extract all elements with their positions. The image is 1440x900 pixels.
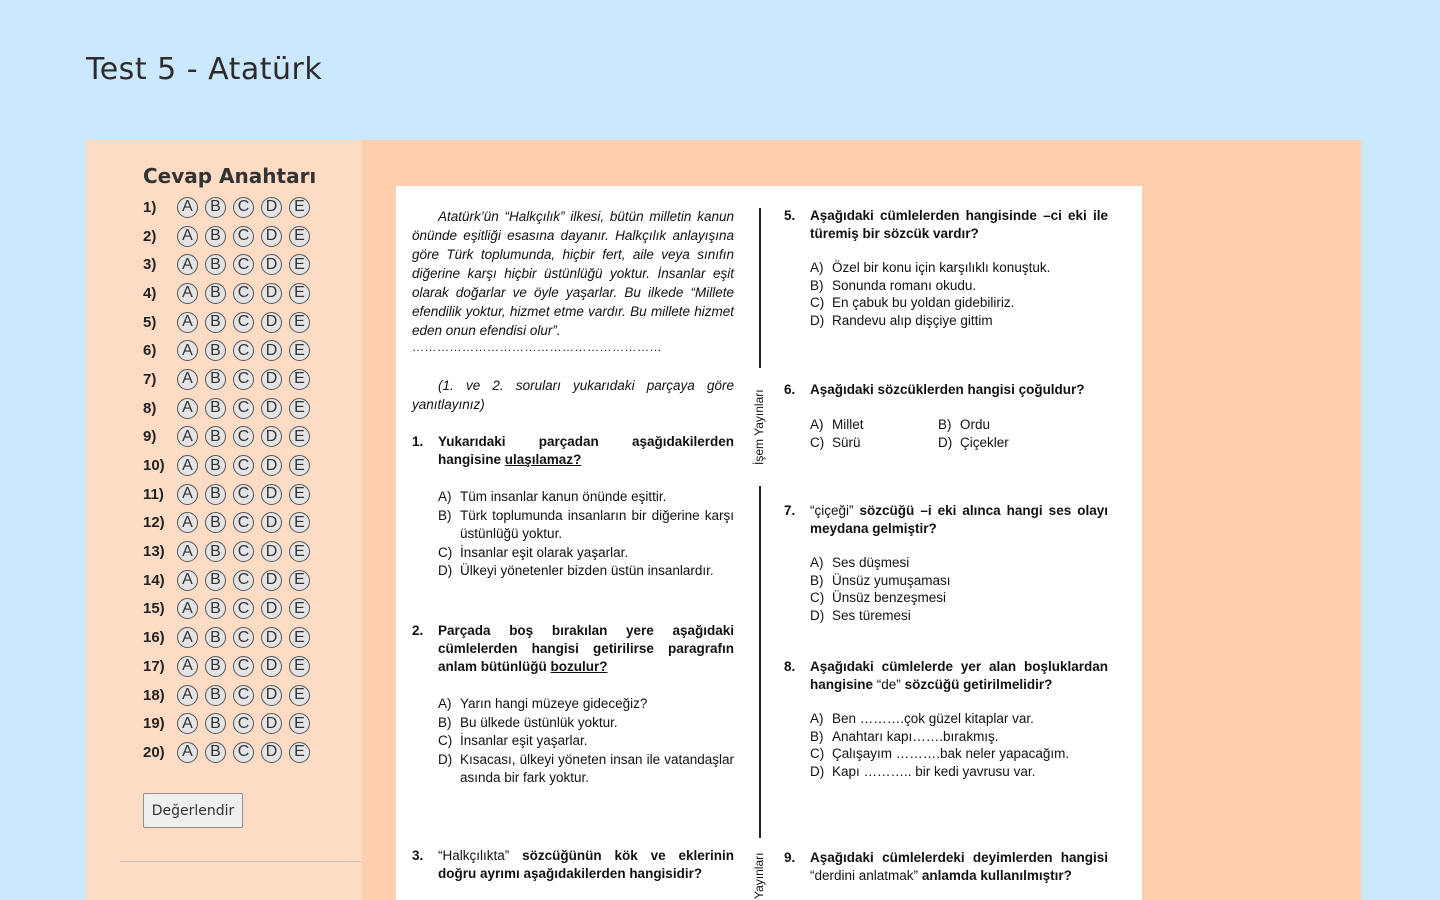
answer-option[interactable] <box>438 732 734 751</box>
answer-option[interactable] <box>438 562 734 581</box>
question-quote: “derdini anlatmak” <box>810 868 919 883</box>
question-number: 11) <box>143 485 164 503</box>
question-text: Aşağıdaki cümlelerden hangisinde –ci eki ile türemiş bir sözcük vardır? <box>810 208 1108 241</box>
question-text: Aşağıdaki cümlelerde yer alan boşluklardan hangisine <box>810 659 1108 692</box>
answer-bubble-d[interactable]: D <box>261 484 282 505</box>
option-letter: D) <box>438 751 453 767</box>
option-text: İnsanlar eşit olarak yaşarlar. <box>460 544 629 560</box>
answer-option[interactable] <box>938 416 1078 434</box>
question-9 <box>784 849 1108 885</box>
answer-bubble-b[interactable]: B <box>205 197 226 218</box>
answer-bubble-d[interactable]: D <box>261 598 282 619</box>
question-number: 3. <box>412 848 424 863</box>
question-number: 9. <box>784 850 796 865</box>
question-number: 9) <box>143 428 157 446</box>
question-8-options <box>784 710 1108 780</box>
option-text: Tüm insanlar kanun önünde eşittir. <box>460 489 667 504</box>
answer-bubble-c[interactable]: C <box>233 598 254 619</box>
question-number: 18) <box>143 686 165 704</box>
question-quote: “çiçeği” <box>810 503 854 518</box>
column-divider <box>759 208 761 368</box>
answer-bubble-a[interactable]: A <box>177 598 198 619</box>
option-letter: A) <box>438 489 452 504</box>
evaluate-button[interactable]: Değerlendir <box>143 793 243 828</box>
answer-bubble-a[interactable]: A <box>177 226 198 247</box>
question-number: 1) <box>143 198 157 216</box>
option-text: Yarın hangi müzeye gideceğiz? <box>460 696 648 711</box>
question-number: 8. <box>784 659 796 674</box>
option-text: Çalışayım ……….bak neler yapacağım. <box>832 746 1070 761</box>
answer-bubble-c[interactable]: C <box>233 541 254 562</box>
question-number: 3) <box>143 256 157 274</box>
answer-bubble-c[interactable]: C <box>233 512 254 533</box>
answer-bubble-e[interactable]: E <box>289 570 310 591</box>
option-letter: C) <box>438 733 453 748</box>
answer-bubble-d[interactable]: D <box>261 426 282 447</box>
answer-key-row <box>143 537 317 566</box>
option-text: Ordu <box>960 417 991 432</box>
answer-option[interactable] <box>438 488 734 507</box>
answer-bubble-e[interactable]: E <box>289 340 310 361</box>
answer-bubble-a[interactable]: A <box>177 512 198 533</box>
answer-key-rows <box>143 193 317 767</box>
question-number: 13) <box>143 543 165 561</box>
answer-option[interactable] <box>810 745 1108 763</box>
question-2 <box>412 622 734 788</box>
answer-bubble-e[interactable]: E <box>289 312 310 333</box>
answer-bubble-e[interactable]: E <box>289 426 310 447</box>
answer-key-row <box>143 652 317 681</box>
question-number: 7. <box>784 503 796 518</box>
answer-bubble-a[interactable]: A <box>177 656 198 677</box>
answer-bubble-d[interactable]: D <box>261 713 282 734</box>
question-1 <box>412 433 734 581</box>
answer-bubble-a[interactable]: A <box>177 283 198 304</box>
answer-bubble-a[interactable]: A <box>177 254 198 275</box>
passage-instruction: (1. ve 2. soruları yukarıdaki parçaya göre yanıtlayınız) <box>412 378 734 412</box>
option-text: Kapı ……….. bir kedi yavrusu var. <box>832 763 1036 779</box>
answer-bubble-d[interactable]: D <box>261 312 282 333</box>
option-text: Ses düşmesi <box>832 555 910 570</box>
answer-bubble-a[interactable]: A <box>177 685 198 706</box>
answer-key-title: Cevap Anahtarı <box>143 164 317 188</box>
answer-bubble-e[interactable]: E <box>289 742 310 763</box>
passage-text: Atatürk’ün “Halkçılık” ilkesi, bütün milletin kanun önünde eşitliği esasına dayanır. Halkçılık anlayışına göre Türk toplumunda, hiçbir fert, aile veya sınıfın diğerine karşı hiçbir üstünlüğü yoktur. İnsanlar eşit olarak doğarlar ve öyle yaşarlar. Bu ilkede “Millete efendilik yoktur, hizmet etme vardır. Bu millete hizmet eden onun efendisi olur”. <box>412 209 734 338</box>
option-letter: D) <box>810 607 825 623</box>
answer-bubble-d[interactable]: D <box>261 627 282 648</box>
answer-key-row <box>143 394 317 423</box>
answer-bubble-b[interactable]: B <box>205 254 226 275</box>
question-text: Parçada boş bırakılan yere aşağıdaki cümlelerden hangisi getirilirse paragrafın anlam bütünlüğü <box>438 623 734 674</box>
answer-bubble-a[interactable]: A <box>177 713 198 734</box>
option-letter: C) <box>438 544 453 560</box>
answer-bubble-d[interactable]: D <box>261 656 282 677</box>
question-quote: “de” <box>876 677 901 692</box>
option-letter: A) <box>810 555 824 570</box>
answer-bubble-b[interactable]: B <box>205 226 226 247</box>
answer-bubble-e[interactable]: E <box>289 541 310 562</box>
answer-key-row <box>143 308 317 337</box>
question-7-options <box>784 554 1108 624</box>
option-text: Türk toplumunda insanların bir diğerine karşı üstünlüğü yoktur. <box>460 507 734 541</box>
sidebar-divider <box>120 861 362 862</box>
passage-blank: …………………………………………………… <box>412 340 662 354</box>
answer-bubble-d[interactable]: D <box>261 742 282 763</box>
answer-bubble-d[interactable]: D <box>261 685 282 706</box>
answer-bubble-b[interactable]: B <box>205 455 226 476</box>
answer-bubble-d[interactable]: D <box>261 369 282 390</box>
question-2-options <box>412 695 734 788</box>
answer-bubble-c[interactable]: C <box>233 340 254 361</box>
answer-key-row <box>143 423 317 452</box>
option-letter: C) <box>810 746 825 761</box>
answer-option[interactable] <box>810 434 938 452</box>
answer-bubble-b[interactable]: B <box>205 656 226 677</box>
option-text: Sonunda romanı okudu. <box>832 277 977 293</box>
answer-key-row <box>143 681 317 710</box>
answer-bubble-d[interactable]: D <box>261 398 282 419</box>
answer-bubble-d[interactable]: D <box>261 512 282 533</box>
option-text: Kısacası, ülkeyi yöneten insan ile vatandaşlar asında bir fark yoktur. <box>460 751 734 785</box>
question-emphasis: ulaşılamaz? <box>504 452 582 467</box>
answer-bubble-a[interactable]: A <box>177 340 198 361</box>
option-letter: B) <box>438 714 452 730</box>
answer-bubble-e[interactable]: E <box>289 598 310 619</box>
answer-bubble-e[interactable]: E <box>289 484 310 505</box>
answer-bubble-e[interactable]: E <box>289 197 310 218</box>
option-letter: B) <box>438 507 452 523</box>
answer-option[interactable] <box>810 589 1108 607</box>
option-letter: D) <box>438 563 453 578</box>
option-letter: A) <box>438 696 452 711</box>
answer-bubble-e[interactable]: E <box>289 283 310 304</box>
option-letter: B) <box>810 572 824 588</box>
answer-option[interactable] <box>810 277 1108 295</box>
answer-key-row <box>143 193 317 222</box>
answer-bubble-c[interactable]: C <box>233 254 254 275</box>
option-letter: A) <box>810 417 824 432</box>
question-5 <box>784 207 1108 329</box>
test-container <box>86 140 1361 900</box>
question-text-end: sözcüğü getirilmelidir? <box>904 677 1053 692</box>
question-number: 17) <box>143 657 165 675</box>
answer-bubble-d[interactable]: D <box>261 226 282 247</box>
answer-key-row <box>143 451 317 480</box>
answer-bubble-e[interactable]: E <box>289 398 310 419</box>
answer-bubble-c[interactable]: C <box>233 398 254 419</box>
answer-bubble-c[interactable]: C <box>233 627 254 648</box>
answer-bubble-d[interactable]: D <box>261 541 282 562</box>
option-text: Randevu alıp dişçiye gittim <box>832 312 993 328</box>
answer-bubble-e[interactable]: E <box>289 226 310 247</box>
answer-option[interactable] <box>438 714 734 733</box>
question-emphasis: bozulur? <box>550 659 608 674</box>
answer-bubble-c[interactable]: C <box>233 226 254 247</box>
column-divider <box>759 486 761 838</box>
question-number: 5) <box>143 313 157 331</box>
answer-bubble-a[interactable]: A <box>177 426 198 447</box>
question-5-options <box>784 259 1108 329</box>
answer-bubble-c[interactable]: C <box>233 197 254 218</box>
answer-bubble-a[interactable]: A <box>177 398 198 419</box>
answer-bubble-b[interactable]: B <box>205 627 226 648</box>
option-text: Bu ülkede üstünlük yoktur. <box>460 714 618 730</box>
answer-key-row <box>143 222 317 251</box>
answer-bubble-a[interactable]: A <box>177 369 198 390</box>
question-number: 10) <box>143 457 165 475</box>
answer-key-row <box>143 738 317 767</box>
option-text: Millet <box>832 417 864 432</box>
answer-option[interactable] <box>810 294 1108 312</box>
question-number: 4) <box>143 284 157 302</box>
answer-bubble-b[interactable]: B <box>205 685 226 706</box>
question-number: 16) <box>143 629 165 647</box>
answer-key-row <box>143 336 317 365</box>
answer-key-panel <box>86 140 362 900</box>
question-number: 14) <box>143 571 165 589</box>
option-text: Ünsüz benzeşmesi <box>832 590 947 605</box>
answer-bubble-c[interactable]: C <box>233 312 254 333</box>
publisher-watermark-partial: Yayınları <box>752 852 766 900</box>
question-number: 8) <box>143 399 157 417</box>
answer-key-row <box>143 623 317 652</box>
option-letter: C) <box>810 295 825 310</box>
answer-bubble-a[interactable]: A <box>177 541 198 562</box>
question-text: Yukarıdaki parçadan aşağıdakilerden hangisine <box>438 434 734 467</box>
option-letter: A) <box>810 711 824 726</box>
question-3 <box>412 847 734 883</box>
page-title: Test 5 - Atatürk <box>86 52 323 87</box>
answer-bubble-c[interactable]: C <box>233 455 254 476</box>
answer-key-row <box>143 509 317 538</box>
option-text: Ülkeyi yönetenler bizden üstün insanlardır. <box>460 563 714 578</box>
option-letter: B) <box>810 277 824 293</box>
answer-bubble-a[interactable]: A <box>177 570 198 591</box>
question-number: 19) <box>143 715 165 733</box>
question-number: 2. <box>412 623 424 638</box>
answer-key-row <box>143 365 317 394</box>
answer-key-row <box>143 709 317 738</box>
option-text: Anahtarı kapı…….bırakmış. <box>832 728 999 744</box>
option-letter: D) <box>810 763 825 779</box>
question-8 <box>784 658 1108 780</box>
question-number: 7) <box>143 370 157 388</box>
question-number: 2) <box>143 227 157 245</box>
answer-bubble-e[interactable]: E <box>289 713 310 734</box>
option-letter: C) <box>810 435 825 450</box>
question-number: 20) <box>143 743 165 761</box>
answer-bubble-d[interactable]: D <box>261 455 282 476</box>
answer-bubble-b[interactable]: B <box>205 570 226 591</box>
answer-key-row <box>143 595 317 624</box>
answer-bubble-b[interactable]: B <box>205 541 226 562</box>
answer-key-row <box>143 566 317 595</box>
question-quote: “Halkçılıkta” <box>438 848 510 863</box>
publisher-watermark: İşem Yayınları <box>752 389 766 465</box>
question-text: Aşağıdaki sözcüklerden hangisi çoğuldur? <box>810 382 1085 397</box>
answer-bubble-a[interactable]: A <box>177 627 198 648</box>
answer-option[interactable] <box>438 544 734 563</box>
answer-bubble-a[interactable]: A <box>177 197 198 218</box>
answer-bubble-a[interactable]: A <box>177 742 198 763</box>
answer-option[interactable] <box>438 751 734 788</box>
answer-bubble-a[interactable]: A <box>177 484 198 505</box>
question-number: 6) <box>143 342 157 360</box>
answer-bubble-c[interactable]: C <box>233 484 254 505</box>
answer-bubble-b[interactable]: B <box>205 340 226 361</box>
answer-bubble-c[interactable]: C <box>233 369 254 390</box>
answer-bubble-b[interactable]: B <box>205 312 226 333</box>
question-number: 6. <box>784 382 796 397</box>
answer-option[interactable] <box>810 728 1108 746</box>
answer-bubble-e[interactable]: E <box>289 455 310 476</box>
answer-bubble-a[interactable]: A <box>177 455 198 476</box>
answer-option[interactable] <box>438 695 734 714</box>
answer-option[interactable] <box>438 507 734 544</box>
answer-bubble-d[interactable]: D <box>261 570 282 591</box>
answer-option[interactable] <box>810 259 1108 277</box>
question-number: 1. <box>412 434 424 449</box>
option-letter: B) <box>810 728 824 744</box>
answer-key-row <box>143 279 317 308</box>
answer-bubble-b[interactable]: B <box>205 713 226 734</box>
question-text-end: anlamda kullanılmıştır? <box>921 868 1072 883</box>
answer-option[interactable] <box>810 312 1108 330</box>
option-letter: A) <box>810 260 824 275</box>
question-text: Aşağıdaki cümlelerdeki deyimlerden hangisi <box>810 850 1108 865</box>
answer-bubble-b[interactable]: B <box>205 598 226 619</box>
question-number: 5. <box>784 208 796 223</box>
answer-bubble-c[interactable]: C <box>233 742 254 763</box>
answer-bubble-e[interactable]: E <box>289 656 310 677</box>
option-letter: D) <box>938 435 953 450</box>
answer-bubble-c[interactable]: C <box>233 283 254 304</box>
option-text: Sürü <box>832 435 861 450</box>
answer-key-row <box>143 250 317 279</box>
answer-option[interactable] <box>810 572 1108 590</box>
answer-bubble-b[interactable]: B <box>205 283 226 304</box>
answer-bubble-c[interactable]: C <box>233 570 254 591</box>
answer-bubble-b[interactable]: B <box>205 369 226 390</box>
answer-bubble-e[interactable]: E <box>289 369 310 390</box>
option-letter: C) <box>810 590 825 605</box>
option-text: Ses türemesi <box>832 607 911 623</box>
answer-bubble-e[interactable]: E <box>289 512 310 533</box>
option-text: İnsanlar eşit yaşarlar. <box>460 733 588 748</box>
option-text: Ünsüz yumuşaması <box>832 572 951 588</box>
answer-bubble-b[interactable]: B <box>205 426 226 447</box>
answer-bubble-c[interactable]: C <box>233 685 254 706</box>
answer-bubble-c[interactable]: C <box>233 426 254 447</box>
question-1-options <box>412 488 734 581</box>
answer-bubble-b[interactable]: B <box>205 742 226 763</box>
answer-bubble-c[interactable]: C <box>233 656 254 677</box>
answer-key-row <box>143 480 317 509</box>
question-number: 12) <box>143 514 165 532</box>
answer-bubble-b[interactable]: B <box>205 484 226 505</box>
answer-bubble-e[interactable]: E <box>289 254 310 275</box>
option-text: Çiçekler <box>960 435 1009 450</box>
question-6 <box>784 381 1108 452</box>
answer-option[interactable] <box>810 607 1108 625</box>
answer-bubble-e[interactable]: E <box>289 627 310 648</box>
answer-option[interactable] <box>938 434 1078 452</box>
option-text: Özel bir konu için karşılıklı konuştuk. <box>832 260 1051 275</box>
question-text: sözcüğünün kök ve eklerinin doğru ayrımı aşağıdakilerden hangisidir? <box>438 848 734 881</box>
option-letter: D) <box>810 312 825 328</box>
answer-bubble-a[interactable]: A <box>177 312 198 333</box>
option-letter: B) <box>938 417 952 432</box>
answer-option[interactable] <box>810 763 1108 781</box>
answer-option[interactable] <box>810 416 938 434</box>
answer-option[interactable] <box>810 554 1108 572</box>
option-text: Ben ……….çok güzel kitaplar var. <box>832 711 1034 726</box>
answer-option[interactable] <box>810 710 1108 728</box>
question-6-options <box>784 416 1108 452</box>
answer-bubble-b[interactable]: B <box>205 512 226 533</box>
answer-bubble-c[interactable]: C <box>233 713 254 734</box>
test-paper-image <box>396 186 1142 900</box>
answer-bubble-e[interactable]: E <box>289 685 310 706</box>
question-7 <box>784 502 1108 624</box>
answer-bubble-d[interactable]: D <box>261 340 282 361</box>
answer-bubble-d[interactable]: D <box>261 254 282 275</box>
option-text: En çabuk bu yoldan gidebiliriz. <box>832 295 1015 310</box>
answer-bubble-d[interactable]: D <box>261 197 282 218</box>
answer-bubble-b[interactable]: B <box>205 398 226 419</box>
question-text: sözcüğü –i eki alınca hangi ses olayı meydana gelmiştir? <box>810 503 1108 536</box>
question-number: 15) <box>143 600 165 618</box>
answer-bubble-d[interactable]: D <box>261 283 282 304</box>
